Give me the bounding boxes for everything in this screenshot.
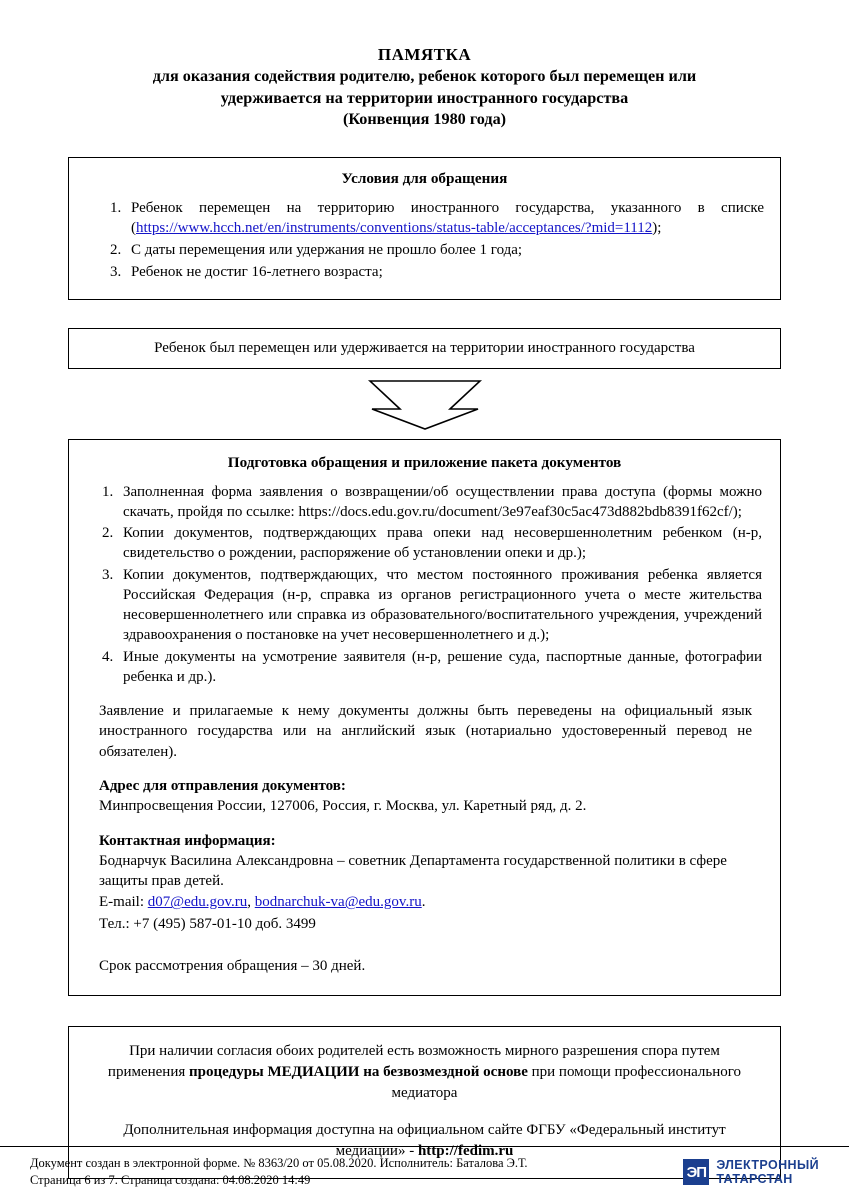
list-item: 4. Иные документы на усмотрение заявителя (н-р, решение суда, паспортные данные, фотографии ребенка и др.). [117,647,762,688]
conditions-box [68,157,781,300]
title-line-4: (Конвенция 1980 года) [342,110,507,129]
list-item: 2. Копии документов, подтверждающих права опеки над несовершеннолетним ребенком (н-р, свидетельство о рождении, распоряжение об установлении опеки и др.); [117,523,762,564]
email-label: E-mail: [99,894,148,911]
arrow-container [68,379,781,431]
signature-mark-icon: ЭП [683,1159,709,1185]
condition-1-post: ); [652,219,662,236]
list-item [125,198,764,239]
email-link-1[interactable]: d07@edu.gov.ru [147,894,248,911]
mediation-paragraph-1 [95,1041,754,1104]
list-item: 2. С даты перемещения или удержания не прошло более 1 года; [125,240,764,260]
electronic-signature-stamp [683,1158,819,1188]
address-label: Адрес для отправления документов: [99,778,346,795]
hcch-status-table-link[interactable]: https://www.hcch.net/en/instruments/conventions/status-table/acceptances/?mid=1112 [136,219,653,236]
footer-line-1: Документ создан в электронной форме. № 8363/20 от 05.08.2020. Исполнитель: Баталова Э.Т. [30,1155,528,1170]
list-item: 1. Заполненная форма заявления о возвращении/об осуществлении права доступа (формы можно скачать, пройдя по ссылке: https://docs.edu.gov.ru/document/3e97eaf30c5ac473d882bdb8391f62cf/); [117,482,762,523]
mediation-p1-part2: при помощи профессионального медиатора [391,1063,742,1101]
moved-statement-text: Ребенок был перемещен или удерживается на территории иностранного государства [154,339,695,356]
contact-person: Боднарчук Василина Александровна – советник Департамента государственной политики в сфере защиты прав детей. [99,852,727,890]
mediation-p1-part1: При наличии согласия обоих родителей есть возможность мирного разрешения спора путем применения [107,1042,720,1080]
page-title [52,44,797,131]
down-arrow-icon [350,379,500,431]
review-term: Срок рассмотрения обращения – 30 дней. [99,958,366,975]
stamp-line-1: ЭЛЕКТРОННЫЙ [716,1157,819,1172]
mediation-p1-bold: процедуры МЕДИАЦИИ на безвозмездной основе [189,1063,528,1080]
translation-note: Заявление и прилагаемые к нему документы должны быть переведены на официальный язык иностранного государства или на английский язык (нотариально удостоверенный перевод не обязателен). [99,703,752,760]
contact-email-row [99,892,762,912]
fedim-site-text: http://fedim.ru [417,1142,514,1159]
conditions-heading: Условия для обращения [341,169,508,187]
conditions-list [85,198,764,283]
title-line-1: ПАМЯТКА [377,45,472,64]
contact-phone: Тел.: +7 (495) 587-01-10 доб. 3499 [99,915,316,932]
footer-line-2: Страница 6 из 7. Страница создана: 04.08.2020 14:49 [30,1173,311,1188]
email-period: . [421,894,426,911]
address-value: Минпросвещения России, 127006, Россия, г. Москва, ул. Каретный ряд, д. 2. [99,798,587,815]
title-line-3: удерживается на территории иностранного государства [220,88,629,107]
preparation-list [87,482,762,688]
email-link-2[interactable]: bodnarchuk-va@edu.gov.ru [254,894,422,911]
footer-info [30,1155,528,1191]
contacts-label: Контактная информация: [99,832,276,849]
preparation-box [68,439,781,996]
email-separator: , [247,894,255,911]
list-item: 3. Ребенок не достиг 16-летнего возраста; [125,262,764,282]
mediation-p2-part1: Дополнительная информация доступна на официальном сайте ФГБУ «Федеральный институт медиации» - [123,1121,726,1159]
title-line-2: для оказания содействия родителю, ребенок которого был перемещен или [152,67,697,86]
list-item: 3. Копии документов, подтверждающих, что местом постоянного проживания ребенка является Российская Федерация (н-р, справка из органов регистрационного учета о месте жительства несовершеннолетнего или справка из образовательного/воспитательного учреждения, учреждений здравоохранения о постановке на учет несовершеннолетнего и д.); [117,565,762,646]
stamp-label [716,1158,819,1188]
condition-1-pre: Ребенок перемещен на территорию иностранного государства, указанного в списке ( [131,199,764,236]
stamp-line-2: ТАТАРСТАН [716,1172,793,1187]
moved-statement-box [68,328,781,369]
preparation-heading: Подготовка обращения и приложение пакета документов [227,453,622,471]
page-footer [0,1146,849,1200]
